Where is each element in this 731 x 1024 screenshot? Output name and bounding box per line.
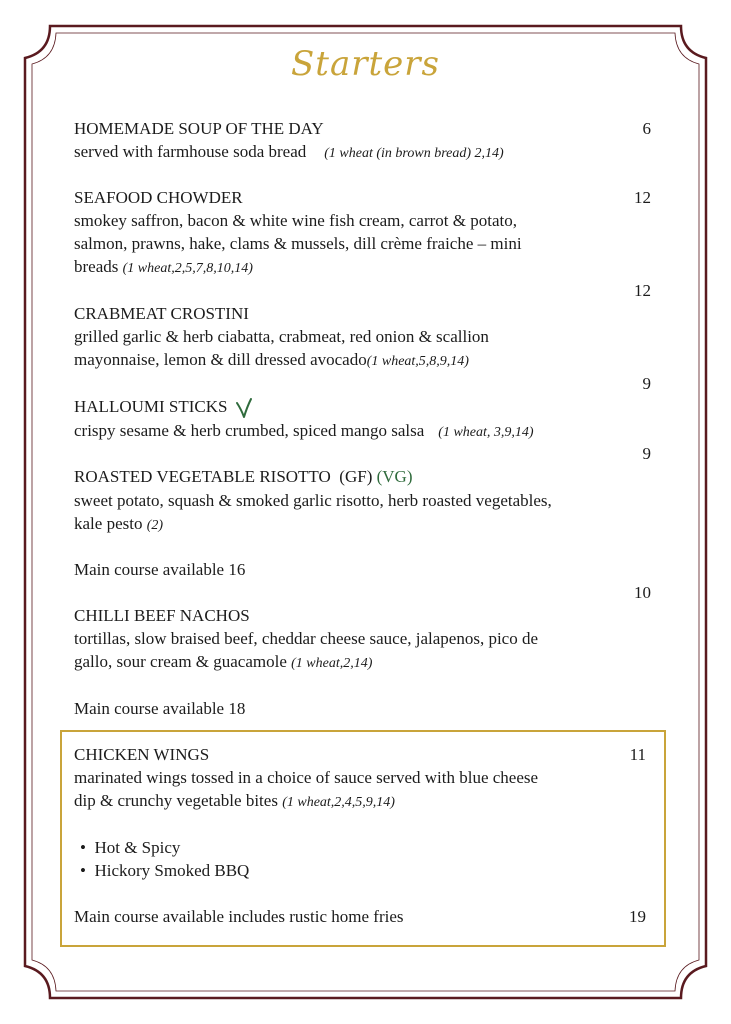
item-soup-name: HOMEMADE SOUP OF THE DAY <box>74 119 324 138</box>
item-chowder-allergens: (1 wheat,2,5,7,8,10,14) <box>122 261 253 276</box>
item-wings-main-course: Main course available includes rustic home fries <box>74 907 404 926</box>
item-chowder-desc-3: breads <box>74 257 119 276</box>
item-soup-desc-line <box>74 140 504 165</box>
item-risotto-name-line <box>74 465 413 488</box>
item-wings-price: 11 <box>629 745 646 764</box>
item-chowder-desc-2: salmon, prawns, hake, clams & mussels, dill crème fraiche – mini <box>74 234 522 253</box>
item-soup-price: 6 <box>642 119 651 138</box>
item-wings-main-price: 19 <box>629 907 646 926</box>
item-halloumi-name: HALLOUMI STICKS <box>74 397 228 416</box>
item-risotto-allergens: (2) <box>146 518 164 533</box>
item-wings-desc-2: dip & crunchy vegetable bites <box>74 791 278 810</box>
item-nachos-allergens: (1 wheat,2,14) <box>291 656 373 671</box>
item-risotto-name: ROASTED VEGETABLE RISOTTO <box>74 467 331 486</box>
page-title: Starters <box>291 44 440 84</box>
item-halloumi-desc-line <box>74 419 534 444</box>
item-wings-desc-1: marinated wings tossed in a choice of sauce served with blue cheese <box>74 768 539 787</box>
item-wings-allergens: (1 wheat,2,4,5,9,14) <box>282 795 395 810</box>
item-risotto-desc-line-2 <box>74 512 163 537</box>
item-risotto-desc-1: sweet potato, squash & smoked garlic risotto, herb roasted vegetables, <box>74 491 552 510</box>
vegan-tag: (VG) <box>376 467 413 486</box>
item-chowder-price: 12 <box>634 188 651 207</box>
item-crostini-desc-2: mayonnaise, lemon & dill dressed avocado <box>74 350 367 369</box>
item-risotto-price: 9 <box>642 444 651 463</box>
item-crostini-desc-1: grilled garlic & herb ciabatta, crabmeat, red onion & scallion <box>74 327 489 346</box>
item-chowder-desc-line-3 <box>74 255 253 280</box>
item-soup-desc: served with farmhouse soda bread <box>74 142 307 161</box>
item-nachos-desc-2: gallo, sour cream & guacamole <box>74 652 287 671</box>
sauce-option-list-item <box>80 859 249 882</box>
item-halloumi-allergens: (1 wheat, 3,9,14) <box>438 425 534 440</box>
sauce-option-label: Hot & Spicy <box>94 838 181 857</box>
item-risotto-main-course: Main course available 16 <box>74 560 246 579</box>
item-soup-allergens: (1 wheat (in brown bread) 2,14) <box>324 146 504 161</box>
item-halloumi-desc: crispy sesame & herb crumbed, spiced mango salsa <box>74 421 425 440</box>
item-wings-desc-line-2 <box>74 789 395 814</box>
item-risotto-desc-2: kale pesto <box>74 514 143 533</box>
item-halloumi-price: 9 <box>642 374 651 393</box>
item-crostini-price: 12 <box>634 281 651 300</box>
gluten-free-tag: (GF) <box>339 467 373 486</box>
item-crostini-desc-line-2 <box>74 348 469 373</box>
item-chowder-name: SEAFOOD CHOWDER <box>74 188 243 207</box>
item-nachos-main-course: Main course available 18 <box>74 699 246 718</box>
item-nachos-price: 10 <box>634 583 651 602</box>
item-nachos-desc-line-2 <box>74 650 372 675</box>
sauce-option-list-item <box>80 836 180 859</box>
item-nachos-name: CHILLI BEEF NACHOS <box>74 606 250 625</box>
item-nachos-desc-1: tortillas, slow braised beef, cheddar cheese sauce, jalapenos, pico de <box>74 629 539 648</box>
bullet-icon: • <box>80 861 86 880</box>
bullet-icon: • <box>80 838 86 857</box>
vegetarian-leaf-icon <box>235 397 253 419</box>
item-crostini-allergens: (1 wheat,5,8,9,14) <box>366 354 469 369</box>
sauce-option-label: Hickory Smoked BBQ <box>94 861 250 880</box>
item-halloumi-name-line <box>74 395 253 419</box>
item-crostini-name: CRABMEAT CROSTINI <box>74 304 249 323</box>
item-wings-name: CHICKEN WINGS <box>74 745 210 764</box>
item-chowder-desc-1: smokey saffron, bacon & white wine fish cream, carrot & potato, <box>74 211 517 230</box>
